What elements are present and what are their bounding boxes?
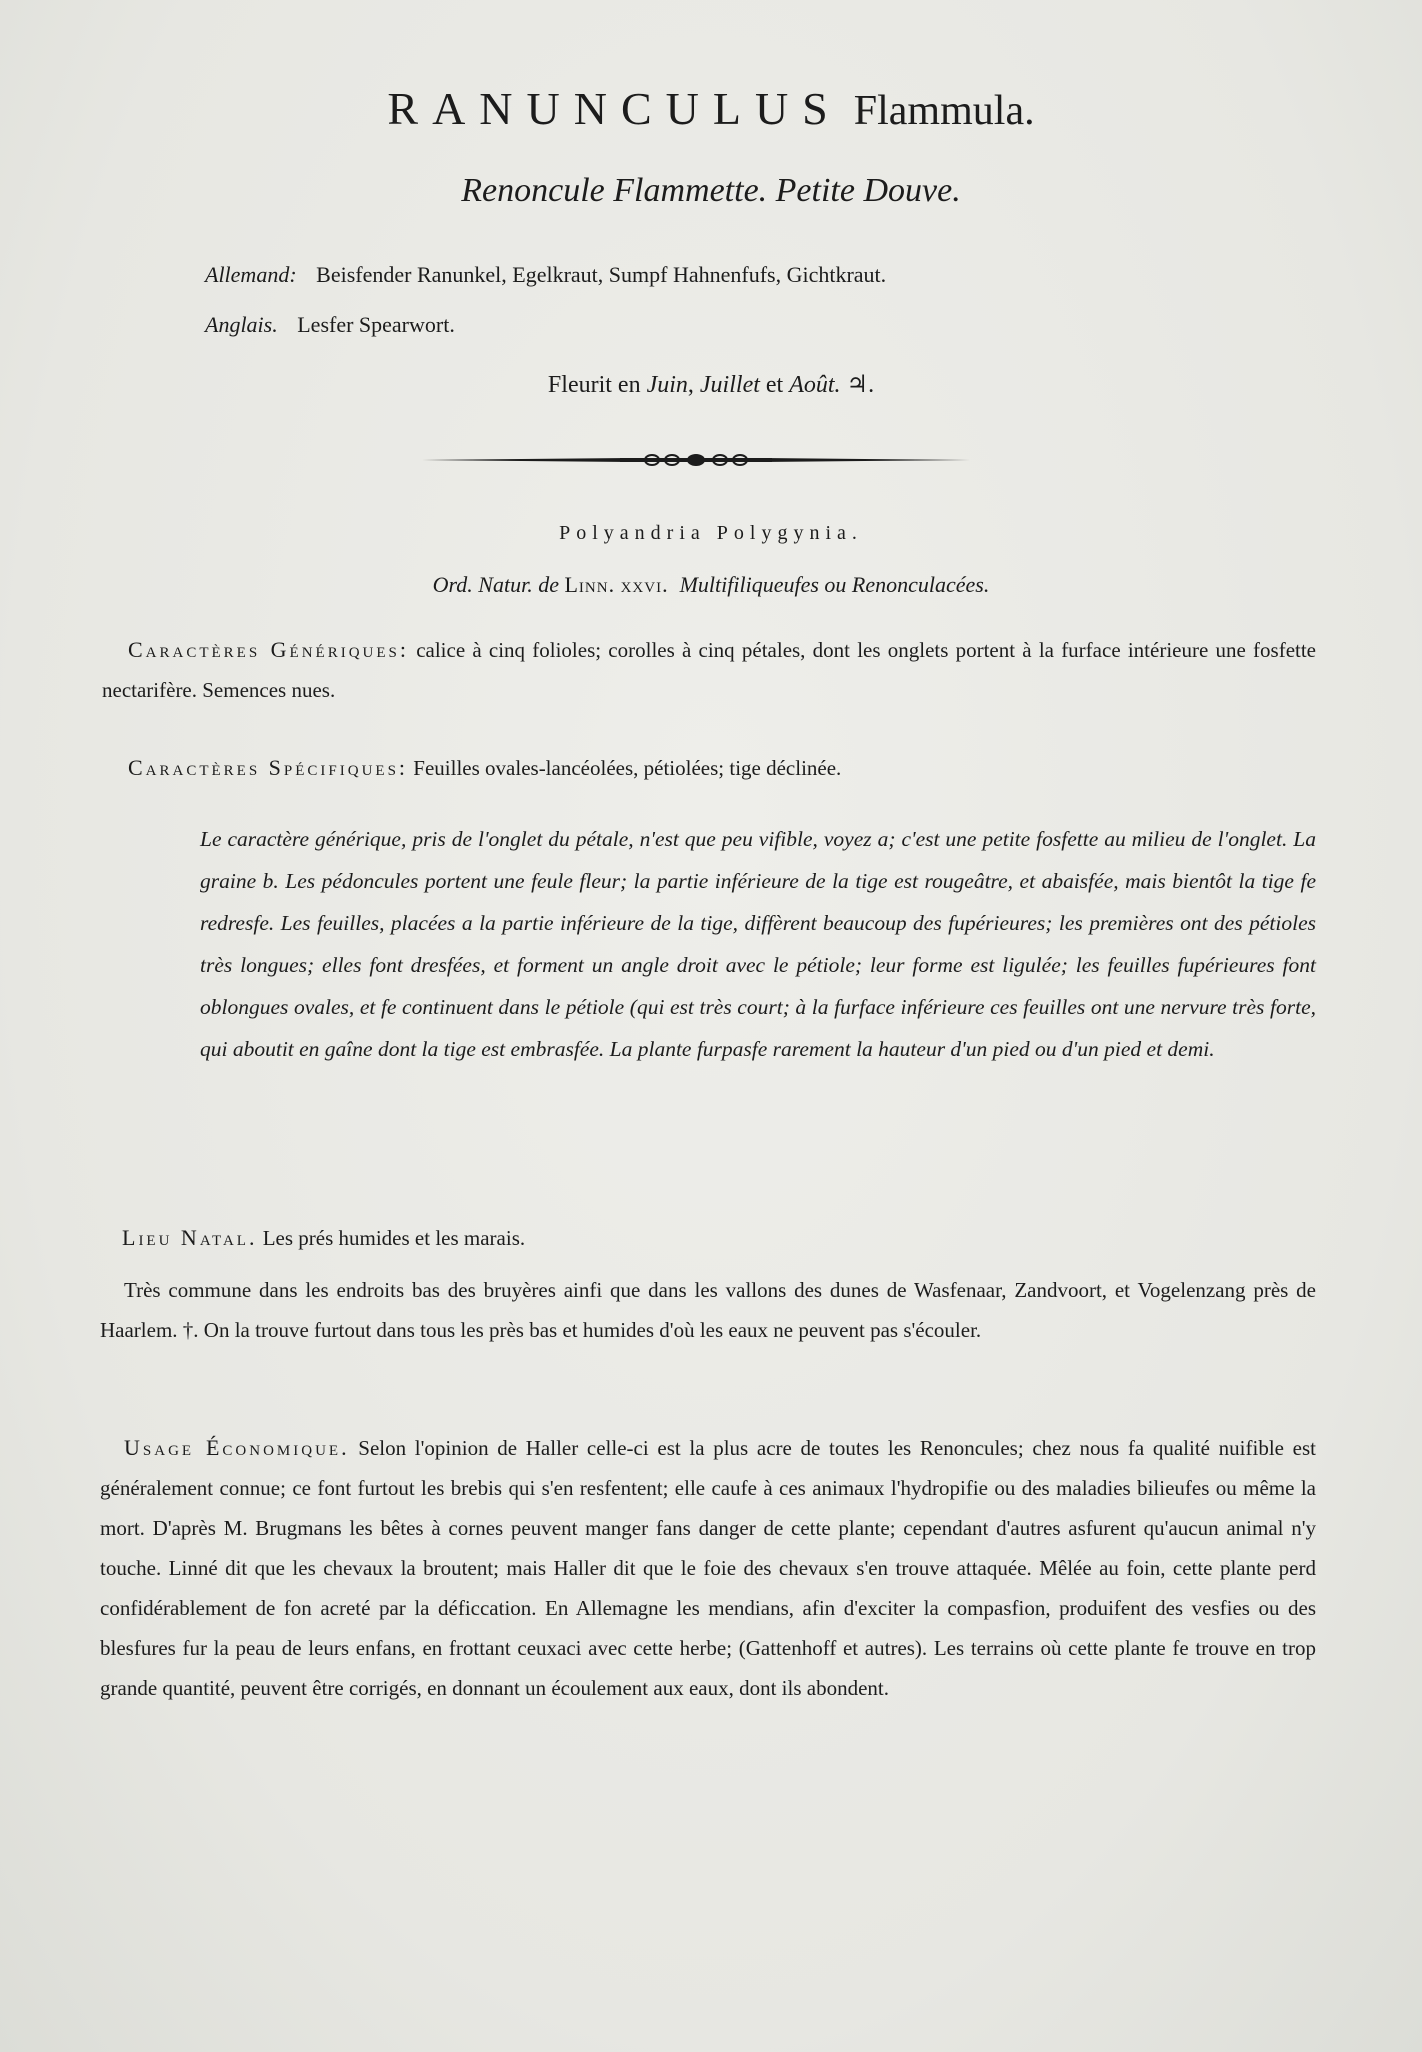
specific-characters [128,748,1316,788]
natural-order-line [0,572,1422,598]
flowering-and: et [765,372,784,398]
species-name: Flammula. [853,88,1035,134]
description-note: Le caractère générique, pris de l'onglet du pétale, n'est que peu vifible, voyez a; c'est une petite fosfette au milieu de l'onglet. La graine b. Les pédoncules portent une feule fleur; la partie inférieure de la tige est rougeâtre, et abaisfée, mais bientôt la tige fe redresfe. Les feuilles, placées a la partie inférieure de la tige, diffèrent beaucoup des fupérieures; les premières ont des pétioles très longues; elles font dresfées, et forment un angle droit avec le pétiole; leur forme est ligulée; les feuilles fupérieures font oblongues ovales, et fe continuent dans le pétiole (qui est très court; à la furface inférieure ces feuilles ont une nervure très forte, qui aboutit en gaîne dont la tige est embrasfée. La plante furpasfe rarement la hauteur d'un pied ou d'un pied et demi. [200,827,1316,1061]
usage-text: Selon l'opinion de Haller celle-ci est la plus acre de toutes les Renoncules; chez nous fa qualité nuifible est généralement connue; ce font furtout les brebis qui s'en resfentent; elle caufe à ces animaux l'hydropifie ou des maladies bilieufes ou même la mort. D'après M. Brugmans les bêtes à cornes peuvent manger fans danger de cette plante; cependant d'autres asfurent qu'aucun animal n'y touche. Linné dit que les chevaux la broutent; mais Haller dit que le foie des chevaux s'en trouve attaquée. Mêlée au foin, cette plante perd confidérablement de fon acreté par la déficcation. En Allemagne les mendians, afin d'exciter la compasfion, produifent des vesfies ou des blesfures fur la peau de leurs enfans, en frottant ceuxaci avec cette herbe; (Gattenhoff et autres). Les terrains où cette plante fe trouve en trop grande quantité, peuvent être corrigés, en donnant un écoulement aux eaux, dont ils abondent. [100,1436,1316,1700]
generic-characters [102,630,1316,710]
habitat-text: Les prés humides et les marais. [262,1226,526,1250]
french-common-names: Renoncule Flammette. Petite Douve. [461,172,961,209]
english-names: Lesfer Spearwort. [297,312,455,337]
generic-label: Caractères Génériques: [128,637,409,662]
habitat-label: Lieu Natal. [122,1225,258,1250]
page-title [0,82,1422,135]
german-names: Beisfender Ranunkel, Egelkraut, Sumpf Hahnenfufs, Gichtkraut. [316,262,887,287]
month-july: Juillet [699,372,760,398]
ornamental-rule [420,450,972,470]
economic-usage [100,1428,1316,1708]
perennial-symbol: ♃. [846,372,875,398]
specific-label: Caractères Spécifiques: [128,755,409,780]
english-names-line [205,312,455,338]
ornamental-rule-icon [420,450,972,470]
linnaean-class: Polyandria Polygynia. [559,522,863,544]
month-june: Juin [646,372,688,398]
order-prefix: Ord. Natur. de [432,572,559,597]
specific-text: Feuilles ovales-lancéolées, pétiolées; tige déclinée. [413,756,842,780]
habitat-heading [122,1218,1316,1258]
order-number: xxvi. [620,572,669,597]
german-label: Allemand: [205,262,297,287]
german-names-line [205,262,886,288]
usage-label: Usage Économique. [124,1435,350,1460]
flowering-period: Fleurit en Juin, Juillet et Août. ♃. [547,372,875,398]
month-august: Août. [789,372,841,398]
flowering-prefix: Fleurit en [547,372,641,398]
family-name: Multifiliqueufes ou Renonculacées. [679,572,990,597]
habitat-detail: Très commune dans les endroits bas des bruyères ainfi que dans les vallons des dunes de Wasfenaar, Zandvoort, et Vogelenzang près de Haarlem. †. On la trouve furtout dans tous les près bas et humides d'où les eaux ne peuvent pas s'écouler. [100,1278,1316,1342]
linnaeus-abbrev: Linn. [564,572,616,597]
genus-name: RANUNCULUS [387,83,842,134]
generic-text: calice à cinq folioles; corolles à cinq pétales, dont les onglets portent à la furface intérieure une fosfette nectarifère. Semences nues. [102,638,1317,702]
english-label: Anglais. [205,312,278,337]
